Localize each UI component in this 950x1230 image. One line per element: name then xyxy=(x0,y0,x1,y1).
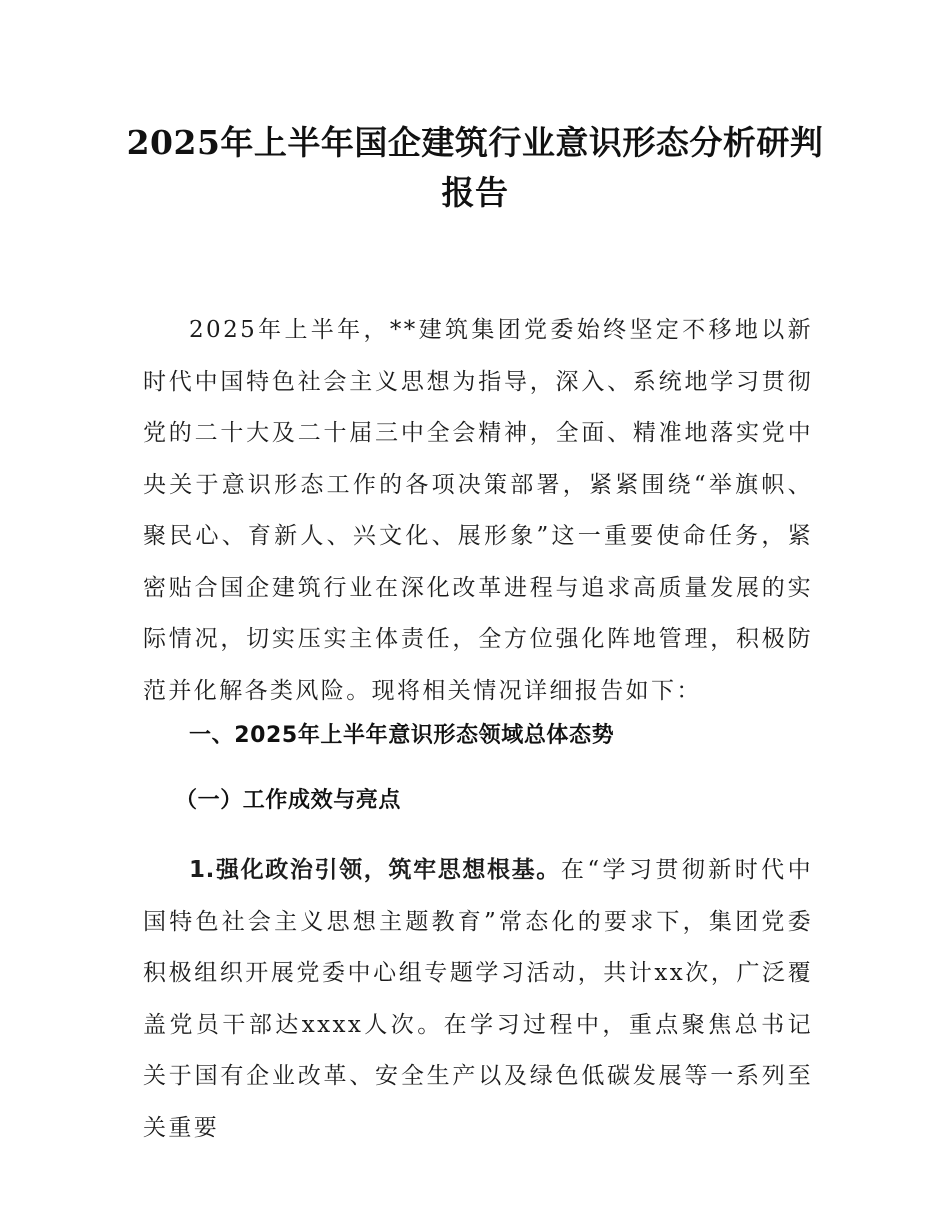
item-lead: 1.强化政治引领，筑牢思想根基。 xyxy=(189,857,561,883)
document-title: 2025年上半年国企建筑行业意识形态分析研判报告 xyxy=(126,123,824,212)
item-paragraph xyxy=(143,845,813,1154)
item-body: 在“学习贯彻新时代中国特色社会主义思想主题教育”常态化的要求下，集团党委积极组织开展党委中心组专题学习活动，共计xx次，广泛覆盖党员干部达xxxx人次。在学习过程中，重点聚焦总书记关于国有企业改革、安全生产以及绿色低碳发展等一系列至关重要 xyxy=(143,857,813,1141)
section-heading: 一、2025年上半年意识形态领域总体态势 xyxy=(189,723,615,748)
subsection-heading: （一）工作成效与亮点 xyxy=(175,788,402,813)
intro-paragraph: 2025年上半年，**建筑集团党委始终坚定不移地以新时代中国特色社会主义思想为指导，深入、系统地学习贯彻党的二十大及二十届三中全会精神，全面、精准地落实党中央关于意识形态工作的各项决策部署，紧紧围绕“举旗帜、聚民心、育新人、兴文化、展形象”这一重要使命任务，紧密贴合国企建筑行业在深化改革进程与追求高质量发展的实际情况，切实压实主体责任，全方位强化阵地管理，积极防范并化解各类风险。现将相关情况详细报告如下： xyxy=(143,317,813,704)
